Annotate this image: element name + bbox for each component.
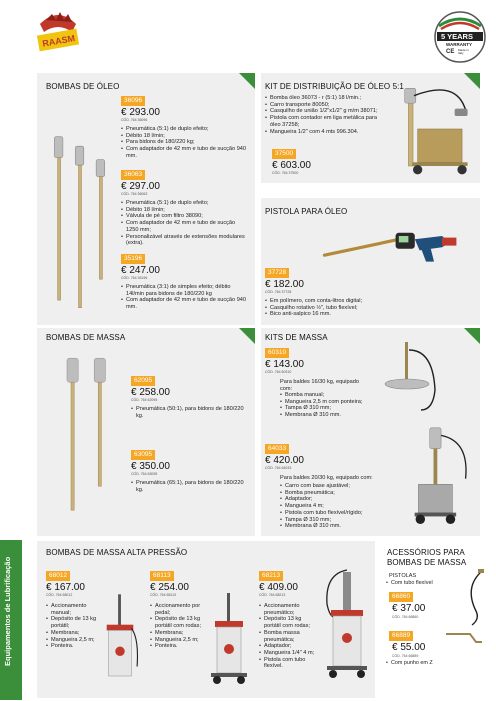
feature-item: • Pistola com contador em liga metálica para óleo 37258; bbox=[265, 115, 389, 128]
feature-item: • Pneumática (65:1), para bidons de 180/220 kg. bbox=[131, 480, 247, 493]
category-side-label: Equipamentos de Lubrificação bbox=[3, 556, 12, 666]
feature-item: • Ponteira. bbox=[150, 643, 208, 650]
warranty-years: 5 YEARS bbox=[441, 32, 473, 41]
product-intro: Para baldes 16/30 kg, equipado com: bbox=[280, 379, 359, 392]
feature-item: • Carro transporte 80050; bbox=[265, 102, 389, 109]
feature-item: • Tampa Ø 310 mm; bbox=[280, 517, 390, 524]
product-cod: CÓD. 764 66860 bbox=[392, 615, 419, 619]
product-price: € 167.00 bbox=[46, 582, 85, 593]
product-features bbox=[280, 392, 364, 419]
feature-item: • Bomba pneumática; bbox=[280, 490, 390, 497]
product-price: € 293.00 bbox=[121, 107, 160, 118]
product-price: € 254.00 bbox=[150, 582, 189, 593]
flexible-grease-gun-image bbox=[458, 566, 488, 628]
accessory-bullet: • bbox=[386, 580, 388, 586]
product-code: 60310 bbox=[265, 348, 289, 358]
feature-item: • Personalizável através de extensões modulares (extra). bbox=[121, 234, 249, 247]
product-code: 35196 bbox=[121, 254, 145, 264]
feature-item: • Para bidons de 180/220 kg; bbox=[121, 139, 249, 146]
product-cod: CÓD. 764 64033 bbox=[265, 466, 292, 470]
feature-item: • Mangueira 1/2" com 4 mts 996.304. bbox=[265, 129, 389, 136]
product-code: 36096 bbox=[121, 96, 145, 106]
product-features bbox=[121, 284, 249, 311]
product-code: 68012 bbox=[46, 571, 70, 581]
product-price: € 37.00 bbox=[392, 603, 426, 614]
accessory-bullet: • bbox=[386, 660, 388, 666]
oil-kit-cart-image bbox=[401, 79, 475, 179]
accessory-feature: Com tubo flexível bbox=[391, 580, 433, 586]
feature-item: • Bomba manual; bbox=[280, 392, 364, 399]
feature-item: • Pistola com tubo flexível. bbox=[259, 657, 317, 670]
grease-pumps-image bbox=[59, 340, 123, 530]
feature-item: • Com adaptador de 42 mm e tubo de sucção 1250 mm; bbox=[121, 220, 249, 233]
feature-item: • Pneumática (3:1) de simples efeito; débito 14l/min para bidons de 180/220 kg bbox=[121, 284, 249, 297]
feature-item: • Membrana; bbox=[46, 630, 100, 637]
feature-item: • Casquilho de união 1/2"x1/2" g m/m 38071; bbox=[265, 108, 389, 115]
feature-item: • Pneumática (5:1) de duplo efeito; bbox=[121, 126, 249, 133]
feature-item: • Pneumática (5:1) de duplo efeito; bbox=[121, 200, 249, 207]
feature-item: • Com adaptador de 42 mm e tubo de sucção 940 mm. bbox=[121, 297, 249, 310]
feature-item: • Membrana; bbox=[150, 630, 208, 637]
feature-item: • Casquilho rotativo ½", tubo flexível; bbox=[265, 305, 475, 312]
section-title: KIT DE DISTRIBUIÇÃO DE ÓLEO 5:1 bbox=[265, 82, 404, 91]
product-code: 68113 bbox=[150, 571, 174, 581]
feature-item: • Com adaptador de 42 mm e tubo de sucção 940 mm. bbox=[121, 146, 249, 159]
bombas-oleo-panel bbox=[37, 73, 255, 325]
product-price: € 297.00 bbox=[121, 181, 160, 192]
product-cod: CÓD. 764 60310 bbox=[265, 370, 292, 374]
feature-item: • Depósito de 13 kg portátil; bbox=[46, 616, 100, 629]
feature-item: • Débito 18 l/min; bbox=[121, 207, 249, 214]
accessory-feature: Com punho em Z bbox=[391, 660, 433, 666]
product-cod: CÓD. 764 37500 bbox=[272, 171, 299, 175]
feature-item: • Depósito de 13 kg portátil com rodas; bbox=[150, 616, 208, 629]
product-features bbox=[150, 603, 208, 650]
product-features bbox=[131, 406, 247, 419]
product-features bbox=[265, 95, 389, 135]
feature-item: • Accionamento pneumático; bbox=[259, 603, 317, 616]
made-in-italy: Made in Italy bbox=[458, 48, 469, 56]
feature-item: • Bico anti-salpico 16 mm. bbox=[265, 311, 475, 318]
product-cod: CÓD. 764 36096 bbox=[121, 118, 148, 122]
raasm-logo bbox=[36, 10, 80, 52]
product-price: € 247.00 bbox=[121, 265, 160, 276]
feature-item: • Tampa Ø 310 mm; bbox=[280, 405, 364, 412]
product-code: 64033 bbox=[265, 444, 289, 454]
product-intro: Para baldes 20/30 kg, equipado com: bbox=[280, 475, 373, 481]
ce-mark: CE bbox=[446, 49, 455, 55]
feature-item: • Depósito 13 kg portátil com rodas; bbox=[259, 616, 317, 629]
product-code: 68213 bbox=[259, 571, 283, 581]
feature-item: • Mangueira 2,5 m; bbox=[46, 637, 100, 644]
product-features bbox=[46, 603, 100, 650]
product-cod: CÓD. 764 62095 bbox=[131, 398, 158, 402]
logo-text: RAASM bbox=[41, 33, 76, 49]
panel-corner bbox=[464, 328, 480, 344]
product-features bbox=[280, 483, 390, 530]
feature-item: • Adaptador; bbox=[259, 643, 317, 650]
feature-item: • Mangueira 4 m; bbox=[280, 503, 390, 510]
product-features bbox=[259, 603, 317, 670]
grease-cart-kit-image bbox=[409, 418, 475, 530]
feature-item: • Bomba massa pneumática; bbox=[259, 630, 317, 643]
product-cod: CÓD. 764 68113 bbox=[150, 593, 177, 597]
feature-item: • Membrana Ø 310 mm. bbox=[280, 523, 390, 530]
feature-item: • Em polímero, com conta-litros digital; bbox=[265, 298, 475, 305]
product-price: € 143.00 bbox=[265, 359, 304, 370]
product-code: 62095 bbox=[131, 376, 155, 386]
feature-item: • Débito 18 l/min; bbox=[121, 133, 249, 140]
panel-corner bbox=[239, 328, 255, 344]
alta-pressao-panel bbox=[37, 541, 375, 698]
product-cod: CÓD. 764 63095 bbox=[131, 472, 158, 476]
product-cod: CÓD. 764 68012 bbox=[46, 593, 73, 597]
feature-item: • Membrana Ø 310 mm. bbox=[280, 412, 364, 419]
pedal-grease-bucket-image bbox=[207, 581, 251, 693]
product-code: 63095 bbox=[131, 450, 155, 460]
oil-pumps-image bbox=[45, 131, 115, 321]
product-code: 66860 bbox=[389, 592, 413, 602]
feature-item: • Pneumática (50:1), para bidons de 180/220 kg. bbox=[131, 406, 247, 419]
section-title: PISTOLA PARA ÓLEO bbox=[265, 207, 348, 216]
feature-item: • Adaptador; bbox=[280, 496, 390, 503]
kits-massa-panel bbox=[261, 328, 480, 536]
product-code: 36063 bbox=[121, 170, 145, 180]
section-title: KITS DE MASSA bbox=[265, 333, 328, 342]
warranty-word: WARRANTY bbox=[446, 42, 472, 47]
product-price: € 409.00 bbox=[259, 582, 298, 593]
feature-item: • Válvula de pé com filtro 38090; bbox=[121, 213, 249, 220]
product-features bbox=[121, 126, 249, 160]
product-price: € 603.00 bbox=[272, 160, 311, 171]
product-features bbox=[131, 480, 247, 493]
product-price: € 420.00 bbox=[265, 455, 304, 466]
product-price: € 258.00 bbox=[131, 387, 170, 398]
feature-item: • Bomba óleo 36073 - r (5:1) 18 l/min.; bbox=[265, 95, 389, 102]
accessories-title: ACESSÓRIOS PARA BOMBAS DE MASSA bbox=[387, 548, 467, 567]
grease-bucket-kit-image bbox=[373, 340, 443, 420]
product-cod: CÓD. 764 37728 bbox=[265, 290, 292, 294]
product-features bbox=[265, 298, 475, 318]
product-cod: CÓD. 764 36063 bbox=[121, 192, 148, 196]
pneumatic-grease-bucket-image bbox=[321, 553, 371, 695]
product-code: 37728 bbox=[265, 268, 289, 278]
accessories-subtitle: PISTOLAS bbox=[389, 573, 417, 579]
product-price: € 182.00 bbox=[265, 279, 304, 290]
section-title: BOMBAS DE MASSA bbox=[46, 333, 126, 342]
pistola-panel bbox=[261, 198, 480, 325]
product-cod: CÓD. 764 35196 bbox=[121, 276, 148, 280]
section-title: BOMBAS DE MASSA ALTA PRESSÃO bbox=[46, 548, 188, 557]
feature-item: • Accionamento por pedal; bbox=[150, 603, 208, 616]
feature-item: • Pistola com tubo flexível/rígido; bbox=[280, 510, 390, 517]
feature-item: • Mangueira 2,5 m com ponteira; bbox=[280, 399, 364, 406]
product-cod: CÓD. 764 68213 bbox=[259, 593, 286, 597]
section-title: BOMBAS DE ÓLEO bbox=[46, 82, 120, 91]
product-price: € 350.00 bbox=[131, 461, 170, 472]
manual-grease-bucket-image bbox=[101, 583, 139, 693]
product-cod: CÓD. 764 66889 bbox=[392, 654, 419, 658]
feature-item: • Mangueira 2,5 m; bbox=[150, 637, 208, 644]
oil-gun-image bbox=[305, 228, 475, 268]
z-grip-grease-gun-image bbox=[442, 628, 486, 648]
product-code: 37500 bbox=[272, 149, 296, 159]
feature-item: • Ponteira. bbox=[46, 643, 100, 650]
feature-item: • Carro com base ajustável; bbox=[280, 483, 390, 490]
product-features bbox=[121, 200, 249, 247]
warranty-badge bbox=[433, 10, 487, 64]
bombas-massa-panel bbox=[37, 328, 255, 536]
kit-oleo-panel bbox=[261, 73, 480, 183]
feature-item: • Mangueira 1/4" 4 m; bbox=[259, 650, 317, 657]
panel-corner bbox=[239, 73, 255, 89]
feature-item: • Accionamento manual; bbox=[46, 603, 100, 616]
product-price: € 55.00 bbox=[392, 642, 426, 653]
product-code: 66889 bbox=[389, 631, 413, 641]
